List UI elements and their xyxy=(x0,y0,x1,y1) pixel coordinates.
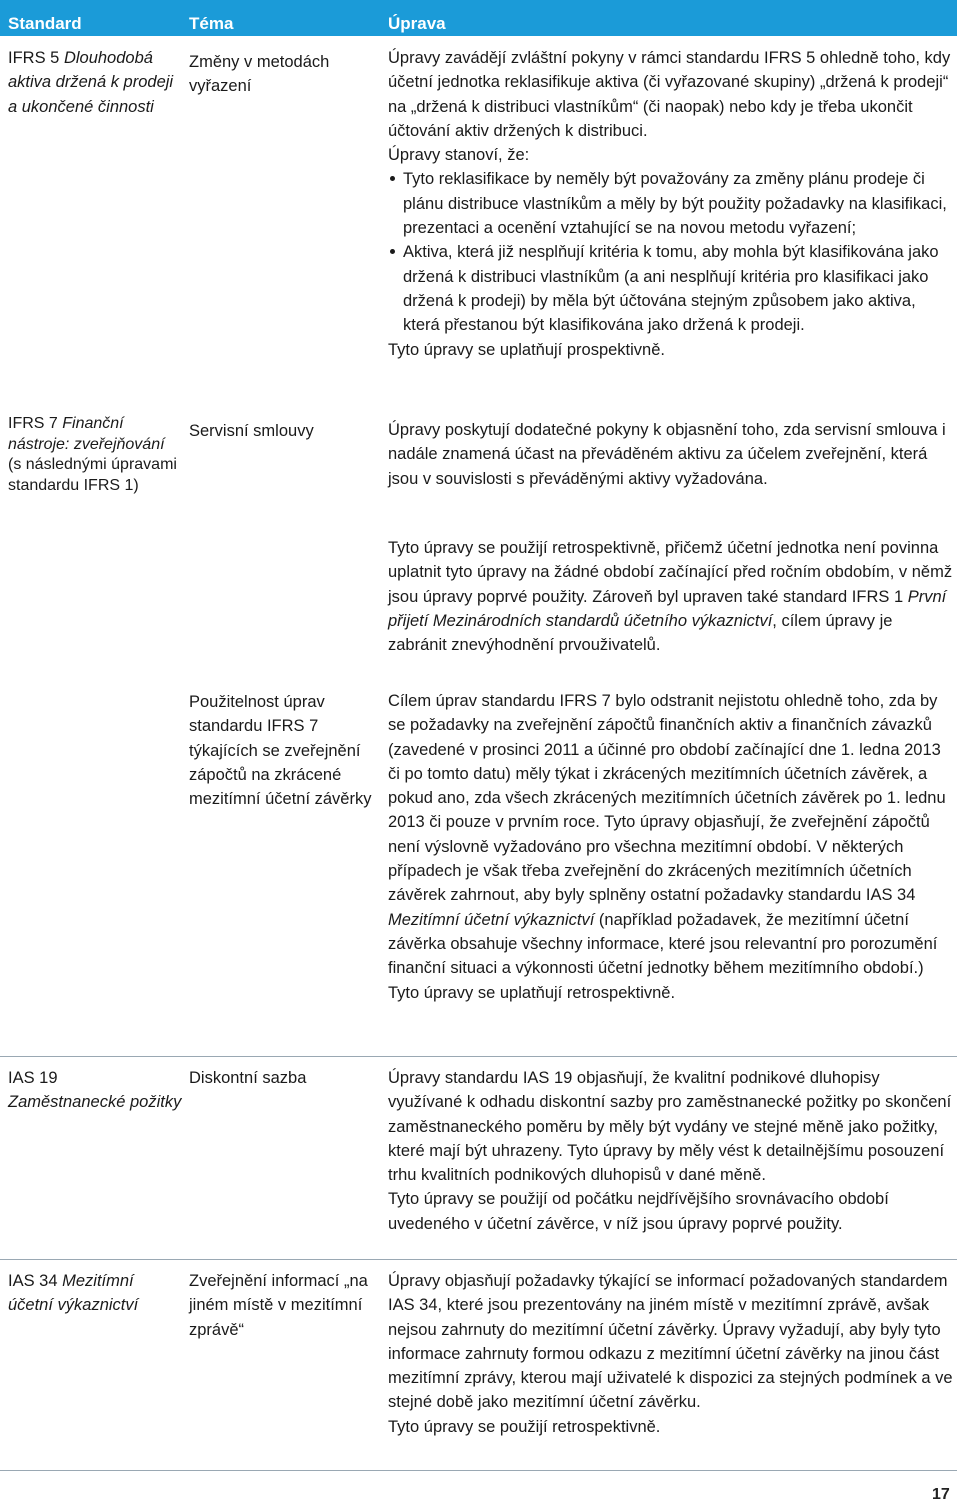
row2-standard-suffix: (s následnými úpravami standardu IFRS 1) xyxy=(8,456,177,494)
row2-standard-name: Finanční nástroje: zveřejňování xyxy=(8,415,165,453)
row2-change xyxy=(388,418,954,491)
row2-standard xyxy=(8,414,183,496)
row3-change xyxy=(388,689,954,1005)
row2-topic: Servisní smlouvy xyxy=(189,422,314,440)
row2-text2-b: , cílem úpravy je zabránit znevýhodnění prvouživatelů. xyxy=(388,611,893,655)
row2-change-cont xyxy=(388,536,954,657)
row4-standard xyxy=(8,1066,183,1115)
row4-standard-name: Zaměstnanecké požitky xyxy=(8,1093,182,1112)
row2-text2 xyxy=(388,536,954,657)
row5-text2: Tyto úpravy se použijí retrospektivně. xyxy=(388,1417,661,1436)
row4-change xyxy=(388,1066,954,1236)
table-header xyxy=(0,0,957,36)
row1-standard-name: Dlouhodobá aktiva držená k prodeji a ukončené činnosti xyxy=(8,49,174,116)
row5-standard-prefix: IAS 34 xyxy=(8,1272,63,1290)
row3-text xyxy=(388,689,954,981)
row5-change xyxy=(388,1269,954,1439)
row-divider xyxy=(0,1056,957,1057)
row1-bullet-list xyxy=(388,167,954,337)
row5-standard xyxy=(8,1269,183,1318)
header-topic: Téma xyxy=(189,14,234,33)
row3-text-a: Cílem úprav standardu IFRS 7 bylo odstranit nejistotu ohledně toho, zda by se požadavky na zveřejnění zápočtů finančních aktiv a finančních závazků (zavedené v prosinci 2011 a účinné pro období začínající dne 1. ledna 2013 či po tomto datu) měly týkat i zkrácených mezitímních účetních závěrek, a pokud ano, zda všech zkrácených mezitímních účetních závěrek po 1. lednu 2013 či pouze v prvním roce. Tyto úpravy objasňují, že zveřejnění zápočtů není výslovně vyžadováno pro všechna mezitímní období. V některých případech je však třeba zveřejnění do zkrácených mezitímních účetních závěrek zahrnout, aby byly splněny ostatní požadavky standardu IAS 34 xyxy=(388,692,946,905)
row1-standard xyxy=(8,46,183,119)
row3-outro: Tyto úpravy se uplatňují retrospektivně. xyxy=(388,983,676,1002)
row-divider xyxy=(0,1259,957,1260)
row2-text2-a: Tyto úpravy se použijí retrospektivně, přičemž účetní jednotka není povinna uplatnit tyto úpravy na žádné období začínající před ročním obdobím, v němž jsou úpravy poprvé použity. Zároveň byl upraven také standard IFRS 1 xyxy=(388,539,953,606)
list-item: Aktiva, která již nesplňují kritéria k tomu, aby mohla být klasifikována jako držená k distribuci vlastníkům (a ani nesplňují kritéria pro klasifikaci jako držená k prodeji) by měla být účtována stejným způsobem jako aktiva, která přestanou být klasifikována jako držená k prodeji. xyxy=(388,240,954,337)
row3-text-b: (například požadavek, že mezitímní účetní závěrka obsahuje všechny informace, které jsou relevantní pro porozumění finanční situaci a výkonnosti účetní jednotky během mezitímního období.) xyxy=(388,910,938,978)
header-standard: Standard xyxy=(8,14,82,33)
row4-standard-prefix: IAS 19 xyxy=(8,1069,58,1087)
row5-standard-name: Mezitímní účetní výkaznictví xyxy=(8,1272,139,1315)
row1-intro: Úpravy zavádějí zvláštní pokyny v rámci standardu IFRS 5 ohledně toho, kdy účetní jednotka reklasifikuje aktiva (či vyřazované skupiny) „držená k prodeji“ na „držená k distribuci vlastníkům“ (či naopak) nebo kdy je třeba ukončit účtování aktiv držených k distribuci. xyxy=(388,49,951,140)
row1-topic: Změny v metodách vyřazení xyxy=(189,53,330,96)
row3-topic: Použitelnost úprav standardu IFRS 7 týkajících se zveřejnění zápočtů na zkrácené mezitímní účetní závěrky xyxy=(189,693,372,809)
row4-topic: Diskontní sazba xyxy=(189,1069,307,1087)
page-number: 17 xyxy=(932,1486,950,1503)
row2-text1: Úpravy poskytují dodatečné pokyny k objasnění toho, zda servisní smlouva i nadále znamená účast na převáděném aktivu za účelem zveřejnění, která jsou v souvislosti s převáděnými aktivy vyžadována. xyxy=(388,421,946,488)
bottom-rule xyxy=(0,1470,957,1471)
row1-outro: Tyto úpravy se uplatňují prospektivně. xyxy=(388,340,665,359)
row5-topic: Zveřejnění informací „na jiném místě v mezitímní zprávě“ xyxy=(189,1272,368,1339)
header-change: Úprava xyxy=(388,14,446,33)
row5-text1: Úpravy objasňují požadavky týkající se informací požadovaných standardem IAS 34, které jsou prezentovány na jiném místě v mezitímní zprávě, avšak nejsou zahrnuty do mezitímní účetní závěrky. Úpravy vyžadují, aby byly tyto informace zahrnuty formou odkazu z mezitímní účetní závěrky na jinou část mezitímní zprávy, kterou mají uživatelé k dispozici za stejných podmínek a ve stejné době jako mezitímní účetní závěrku. xyxy=(388,1272,953,1412)
row2-standard-prefix: IFRS 7 xyxy=(8,415,63,432)
row3-text-italic: Mezitímní účetní výkaznictví xyxy=(388,910,595,929)
list-item: Tyto reklasifikace by neměly být považovány za změny plánu prodeje či plánu distribuce vlastníkům a měly by být použity požadavky na klasifikaci, prezentaci a ocenění vztahující se na novou metodu vyřazení; xyxy=(388,167,954,240)
row2-text2-italic: První přijetí Mezinárodních standardů účetního výkaznictví xyxy=(388,587,947,630)
row1-standard-prefix: IFRS 5 xyxy=(8,49,64,67)
row1-intro2: Úpravy stanoví, že: xyxy=(388,146,530,165)
row4-text1: Úpravy standardu IAS 19 objasňují, že kvalitní podnikové dluhopisy využívané k odhadu diskontní sazby pro zaměstnanecké požitky po skončení zaměstnaneckého poměru by měly být vydány ve stejné měně jako požitky, které mají být uhrazeny. Tyto úpravy by měly vést k detailnějšímu posouzení trhu kvalitních podnikových dluhopisů v dané měně. xyxy=(388,1069,952,1185)
row1-change xyxy=(388,46,954,362)
row4-text2: Tyto úpravy se použijí od počátku nejdřívějšího srovnávacího období uvedeného v účetní závěrce, v níž jsou úpravy poprvé použity. xyxy=(388,1190,889,1233)
